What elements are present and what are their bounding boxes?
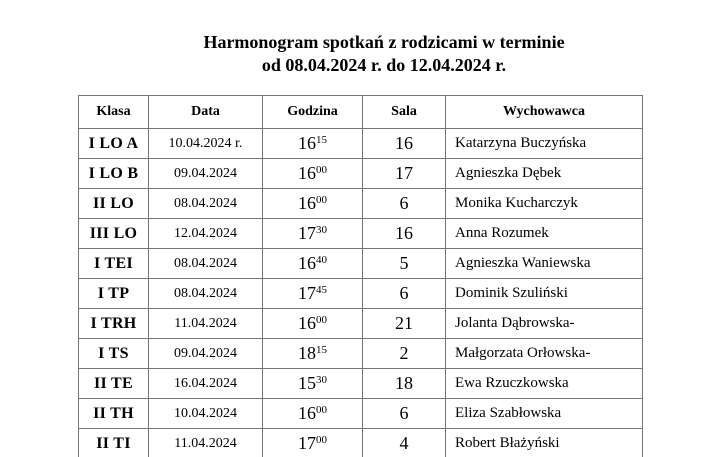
cell-klasa: II TE xyxy=(79,369,149,399)
cell-wychowawca: Eliza Szabłowska xyxy=(446,399,643,429)
cell-godzina xyxy=(263,129,363,159)
cell-data: 09.04.2024 xyxy=(149,159,263,189)
table-row xyxy=(79,249,643,279)
cell-sala: 6 xyxy=(363,279,446,309)
godzina-hour: 16 xyxy=(298,403,316,423)
cell-godzina xyxy=(263,429,363,457)
table-row xyxy=(79,339,643,369)
cell-sala: 16 xyxy=(363,129,446,159)
godzina-hour: 15 xyxy=(298,373,316,393)
table-row xyxy=(79,189,643,219)
cell-klasa: II TH xyxy=(79,399,149,429)
cell-sala: 2 xyxy=(363,339,446,369)
column-header-godzina: Godzina xyxy=(263,96,363,129)
cell-sala: 18 xyxy=(363,369,446,399)
cell-data: 11.04.2024 xyxy=(149,309,263,339)
cell-godzina xyxy=(263,399,363,429)
table-row xyxy=(79,159,643,189)
cell-data: 08.04.2024 xyxy=(149,279,263,309)
page-title xyxy=(57,31,711,77)
godzina-minutes: 30 xyxy=(316,224,327,236)
cell-wychowawca: Katarzyna Buczyńska xyxy=(446,129,643,159)
table-row xyxy=(79,279,643,309)
godzina-hour: 16 xyxy=(298,313,316,333)
cell-data: 11.04.2024 xyxy=(149,429,263,457)
table-row xyxy=(79,429,643,457)
cell-godzina xyxy=(263,339,363,369)
cell-wychowawca: Monika Kucharczyk xyxy=(446,189,643,219)
cell-data: 08.04.2024 xyxy=(149,249,263,279)
cell-sala: 16 xyxy=(363,219,446,249)
godzina-minutes: 00 xyxy=(316,194,327,206)
title-line-2: od 08.04.2024 r. do 12.04.2024 r. xyxy=(261,55,507,75)
godzina-minutes: 00 xyxy=(316,434,327,446)
cell-wychowawca: Dominik Szuliński xyxy=(446,279,643,309)
godzina-minutes: 00 xyxy=(316,164,327,176)
cell-klasa: II LO xyxy=(79,189,149,219)
godzina-minutes: 00 xyxy=(316,404,327,416)
cell-klasa: II TI xyxy=(79,429,149,457)
cell-klasa: I TEI xyxy=(79,249,149,279)
godzina-minutes: 30 xyxy=(316,374,327,386)
cell-klasa: I TP xyxy=(79,279,149,309)
table-row xyxy=(79,219,643,249)
cell-sala: 6 xyxy=(363,399,446,429)
cell-sala: 17 xyxy=(363,159,446,189)
cell-wychowawca: Robert Błażyński xyxy=(446,429,643,457)
cell-wychowawca: Agnieszka Dębek xyxy=(446,159,643,189)
cell-klasa: I LO B xyxy=(79,159,149,189)
godzina-hour: 16 xyxy=(298,163,316,183)
column-header-klasa: Klasa xyxy=(79,96,149,129)
godzina-hour: 18 xyxy=(298,343,316,363)
godzina-minutes: 45 xyxy=(316,284,327,296)
cell-sala: 21 xyxy=(363,309,446,339)
godzina-hour: 16 xyxy=(298,133,316,153)
cell-sala: 4 xyxy=(363,429,446,457)
header-row xyxy=(79,96,643,129)
table-row xyxy=(79,129,643,159)
cell-klasa: III LO xyxy=(79,219,149,249)
cell-godzina xyxy=(263,249,363,279)
cell-godzina xyxy=(263,189,363,219)
godzina-hour: 17 xyxy=(298,433,316,453)
cell-wychowawca: Jolanta Dąbrowska- xyxy=(446,309,643,339)
godzina-hour: 17 xyxy=(298,283,316,303)
table-row xyxy=(79,399,643,429)
schedule-table xyxy=(78,95,643,457)
column-header-wychowawca: Wychowawca xyxy=(446,96,643,129)
godzina-minutes: 15 xyxy=(316,134,327,146)
cell-godzina xyxy=(263,219,363,249)
godzina-hour: 17 xyxy=(298,223,316,243)
column-header-data: Data xyxy=(149,96,263,129)
title-line-1: Harmonogram spotkań z rodzicami w terminie xyxy=(203,32,565,52)
cell-klasa: I TS xyxy=(79,339,149,369)
column-header-sala: Sala xyxy=(363,96,446,129)
cell-godzina xyxy=(263,309,363,339)
table-row xyxy=(79,369,643,399)
cell-data: 12.04.2024 xyxy=(149,219,263,249)
cell-data: 09.04.2024 xyxy=(149,339,263,369)
godzina-hour: 16 xyxy=(298,193,316,213)
godzina-minutes: 40 xyxy=(316,254,327,266)
cell-godzina xyxy=(263,159,363,189)
cell-data: 10.04.2024 xyxy=(149,399,263,429)
cell-wychowawca: Małgorzata Orłowska- xyxy=(446,339,643,369)
cell-data: 16.04.2024 xyxy=(149,369,263,399)
godzina-minutes: 00 xyxy=(316,314,327,326)
cell-data: 10.04.2024 r. xyxy=(149,129,263,159)
cell-godzina xyxy=(263,369,363,399)
cell-sala: 5 xyxy=(363,249,446,279)
table-row xyxy=(79,309,643,339)
cell-data: 08.04.2024 xyxy=(149,189,263,219)
cell-wychowawca: Ewa Rzuczkowska xyxy=(446,369,643,399)
godzina-hour: 16 xyxy=(298,253,316,273)
godzina-minutes: 15 xyxy=(316,344,327,356)
cell-godzina xyxy=(263,279,363,309)
cell-wychowawca: Agnieszka Waniewska xyxy=(446,249,643,279)
cell-wychowawca: Anna Rozumek xyxy=(446,219,643,249)
cell-sala: 6 xyxy=(363,189,446,219)
cell-klasa: I TRH xyxy=(79,309,149,339)
cell-klasa: I LO A xyxy=(79,129,149,159)
